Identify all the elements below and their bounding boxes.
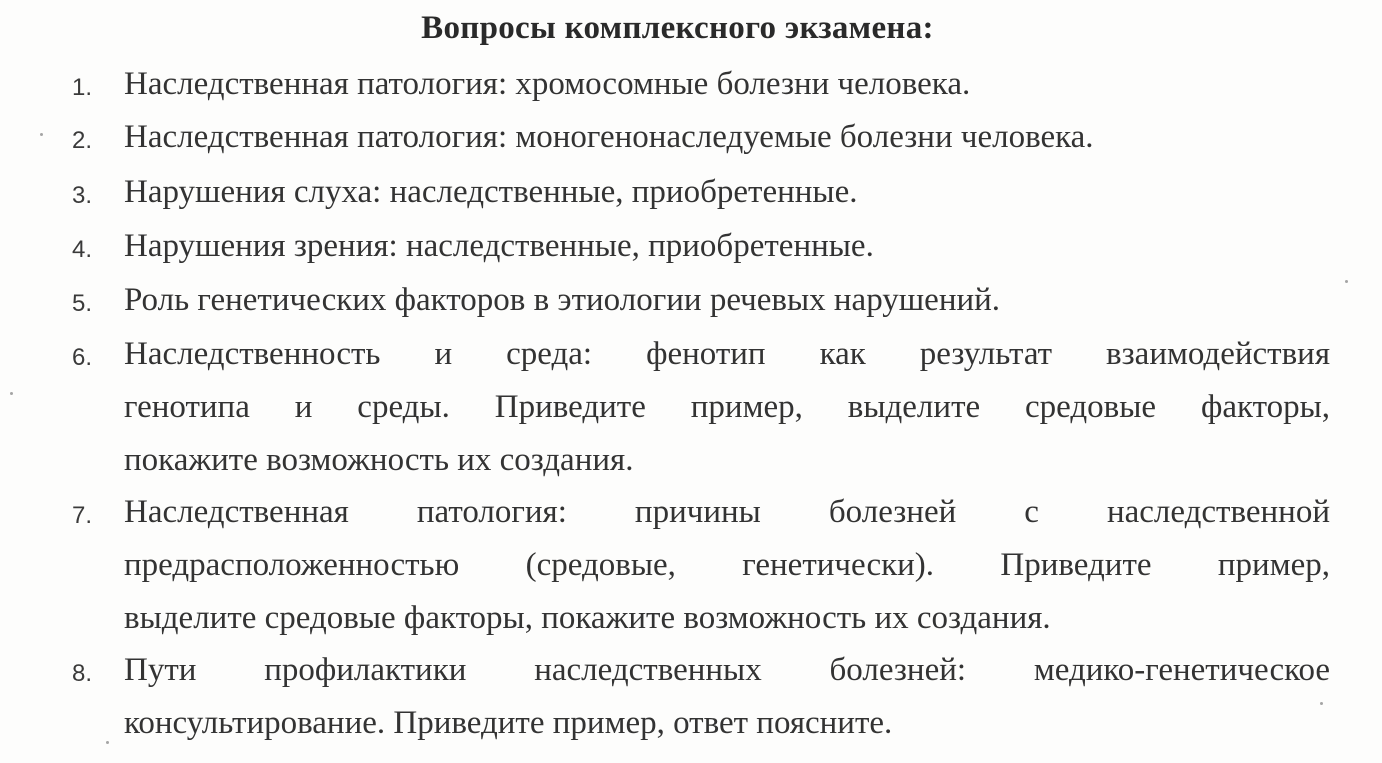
item-text [124,328,1330,487]
item-text-line: предрасположенностью (средовые, генетически). Приведите пример, [124,547,1330,583]
scan-speck [1345,280,1348,283]
item-text: Наследственная патология: моногенонаследуемые болезни человека. [124,119,1094,155]
item-number: 7. [72,502,93,529]
item-text-line: генотипа и среды. Приведите пример, выделите средовые факторы, [124,389,1330,425]
item-text: Нарушения слуха: наследственные, приобретенные. [124,174,858,210]
item-text [124,486,1330,645]
item-text [124,644,1330,750]
item-text-line: Наследственная патология: причины болезней с наследственной [124,494,1330,530]
item-text: Наследственная патология: хромосомные болезни человека. [124,66,971,102]
page-title: Вопросы комплексного экзамена: [421,10,934,46]
item-text-line: Наследственность и среда: фенотип как результат взаимодействия [124,336,1330,372]
item-text-line: покажите возможность их создания. [124,442,634,478]
scan-speck [40,133,43,136]
item-number: 5. [72,290,93,317]
item-text-line: Пути профилактики наследственных болезней: медико-генетическое [124,652,1330,688]
item-number: 3. [72,182,93,209]
scan-speck [10,392,13,395]
item-number: 8. [72,660,93,687]
item-text-line: выделите средовые факторы, покажите возможность их создания. [124,600,1051,636]
item-number: 1. [72,74,93,101]
scan-speck [1320,702,1323,705]
item-number: 4. [72,236,93,263]
item-number: 2. [72,127,93,154]
item-text: Роль генетических факторов в этиологии речевых нарушений. [124,282,1001,318]
scan-speck [106,741,109,744]
item-text: Нарушения зрения: наследственные, приобретенные. [124,228,874,264]
item-number: 6. [72,344,93,371]
item-text-line: консультирование. Приведите пример, ответ поясните. [124,705,893,741]
